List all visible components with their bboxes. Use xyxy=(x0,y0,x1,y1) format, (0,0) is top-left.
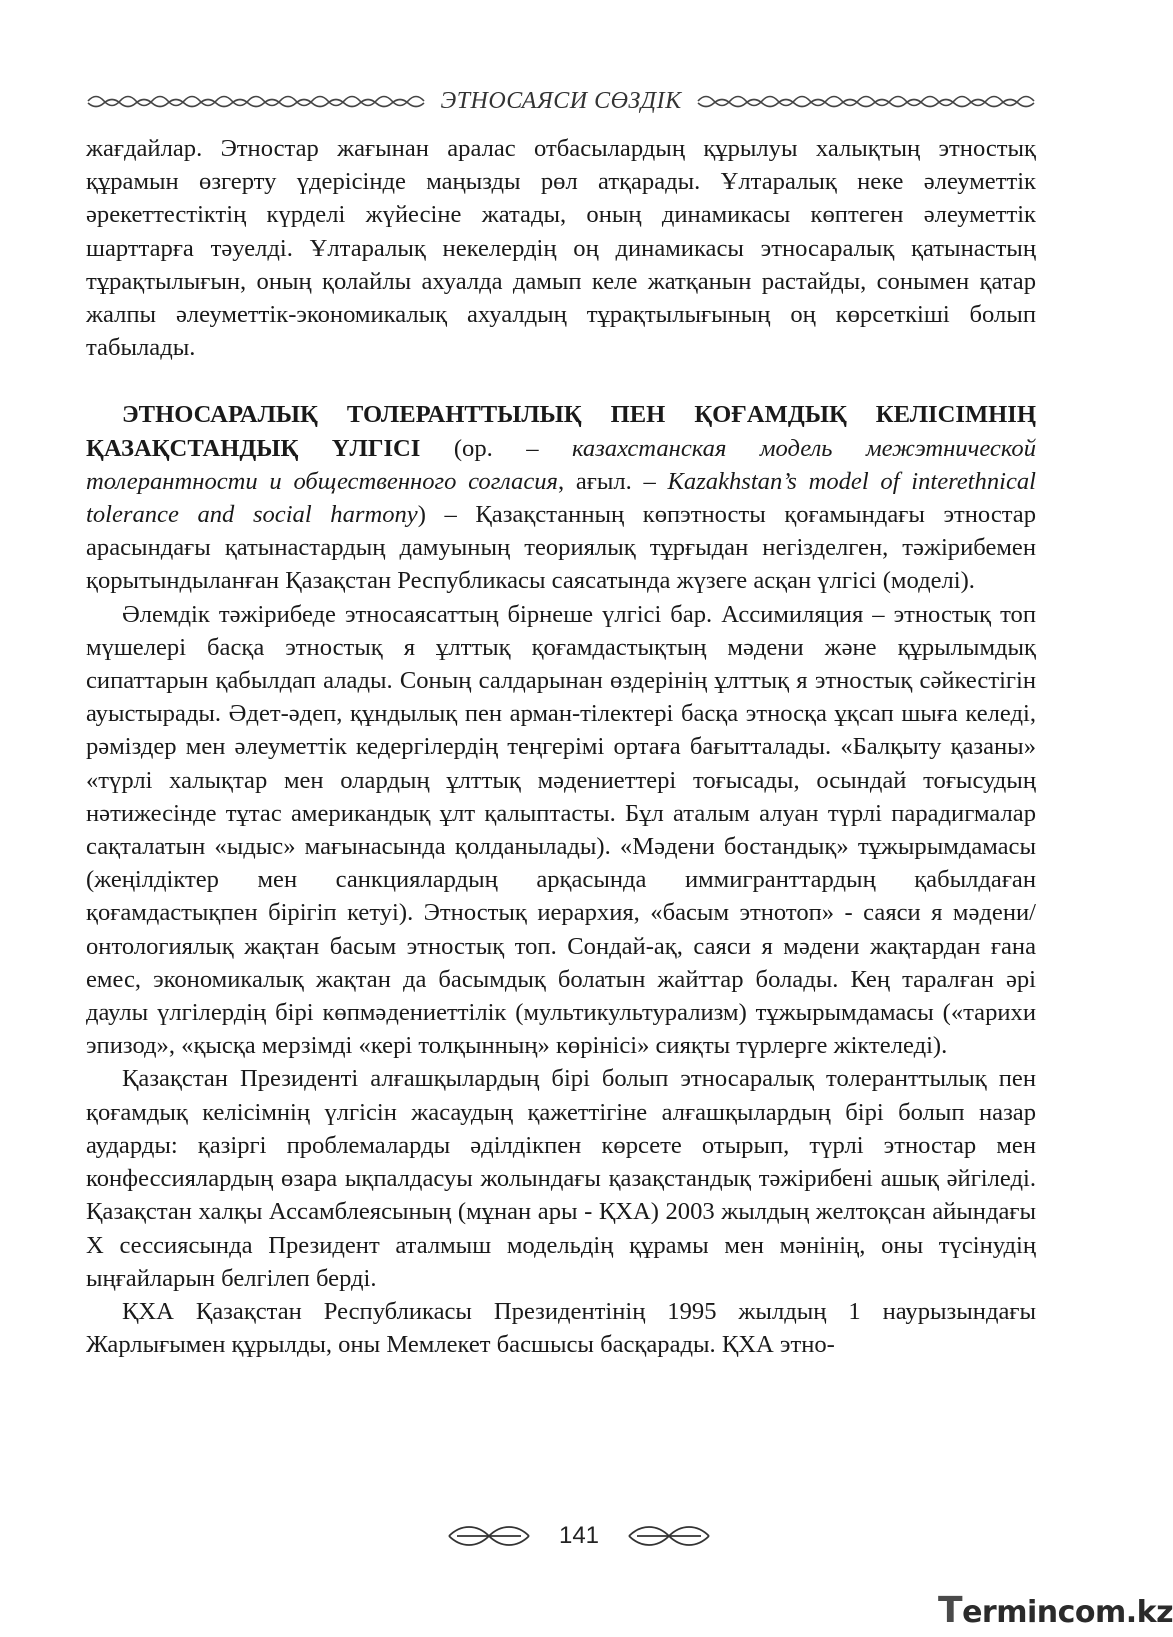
watermark-first-letter: T xyxy=(938,1590,963,1631)
dictionary-entry xyxy=(86,398,1036,597)
watermark-text: erminc xyxy=(962,1595,1075,1630)
header-title: ЭТНОСАЯСИ СӨЗДІК xyxy=(440,87,682,114)
entry-russian-translation: казахстанская модель межэтнической толерантности и общественного согласия xyxy=(86,434,1036,495)
paragraph-assembly: ҚХА Қазақстан Республикасы Президентінің 1995 жылдың 1 наурызындағы Жарлығымен құрылды, оны Мемлекет басшысы басқарады. ҚХА этно- xyxy=(86,1297,1036,1359)
entry-english-translation: Kazakhstan’s model of interethnical tolerance and social harmony xyxy=(86,467,1036,529)
flourish-right-icon xyxy=(627,1522,711,1550)
page-number: 141 xyxy=(558,1522,600,1549)
flourish-left-icon xyxy=(447,1522,531,1550)
paragraph-continued: жағдайлар. Этностар жағынан аралас отбасылардың құрылуы халықтың этностық құрамын өзгерту үдерісінде маңызды рөл атқарады. Ұлтаралық неке әлеуметтік әрекеттестіктің күрделі жүйесіне жатады, оның динамикасы көптеген әлеуметтік шарттарға тәуелді. Ұлтаралық некелердің оң динамикасы этносаралық қатынастың тұрақтылығын, оның қолайлы ахуалда дамып келе жатқанын растайды, сонымен қатар жалпы әлеуметтік-экономикалық ахуалдың тұрақтылығының оң көрсеткіші болып табылады. xyxy=(86,135,1036,362)
entry-definition: ) – Қазақстанның көпэтносты қоғамындағы этностар арасындағы қатынастардың дамуының теориялық тұрғыдан негізделген, тәжірибемен қорытындыланған Қазақстан Республикасы саясатында жүзеге асқан үлгісі (моделі). xyxy=(86,501,1036,595)
paragraph-president: Қазақстан Президенті алғашқылардың бірі болып этносаралық толеранттылық пен қоғамдық келісімнің үлгісін жасаудың қажеттігіне алғашқылардың бірі болып назар аударды: қазіргі проблемаларды әділдікпен көрсете отырып, түрлі этностар мен конфессиялардың өзара ықпалдасуы жолындағы қазақстандық тәжірибені ашық әйгіледі. Қазақстан халқы Ассамблеясының (мұнан ары - ҚХА) 2003 жылдың желтоқсан айындағы Х сессиясында Президент аталмыш модельдің құрамы мен мәнінің, оны түсінудің ыңғайларын белгілеп берді. xyxy=(86,1065,1036,1292)
watermark-o: o xyxy=(1074,1595,1096,1630)
ornament-left-icon xyxy=(86,90,432,112)
page-body xyxy=(86,132,1036,1361)
entry-lang-ru-label: (ор. – xyxy=(420,434,572,462)
watermark-tail: m.kz xyxy=(1095,1595,1173,1630)
entry-lang-en-label: , ағыл. – xyxy=(557,467,668,495)
running-header xyxy=(86,84,1036,118)
watermark-logo xyxy=(938,1590,1173,1631)
page-footer xyxy=(0,1516,1158,1556)
paragraph-models: Әлемдік тәжірибеде этносаясаттың бірнеше үлгісі бар. Ассимиляция – этностық топ мүшелері басқа этностық я ұлттық қоғамдастықтың мәдени және құрылымдық сипаттарын қабылдап алады. Соның салдарынан өздерінің ұлттық я этностық сәйкестігін ауыстырады. Әдет-әдеп, құндылық пен арман-тілектері басқа этносқа ұқсап шыға келеді, рәміздер мен әлеуметтік кедергілердің теңгерімі ортаға бағытталады. «Балқыту қазаны» «түрлі халықтар мен олардың ұлттық мәдениеттері тоғысады, осындай тоғысудың нәтижесінде тұтас американдық ұлт қалыптасты. Бұл аталым алуан түрлі парадигмалар сақталатын «ыдыс» мағынасында қолданылады). «Мәдени бостандық» тұжырымдамасы (жеңілдіктер мен санкциялардың арқасында иммигранттардың қабылдаған қоғамдастықпен бірігіп кетуі). Этностық иерархия, «басым этнотоп» - саяси я мәдени/онтологиялық жақтан басым этностық топ. Сондай-ақ, саяси я мәдени жақтардан ғана емес, экономикалық жақтан да басымдық болатын жайттар болады. Кең таралған әрі даулы үлгілердің бірі көпмәдениеттілік (мультикультурализм) тұжырымдамасы («тарихи эпизод», «қысқа мерзімді «кері толқынның» көрінісі» сияқты түрлерге жіктеледі). xyxy=(86,600,1036,1060)
ornament-right-icon xyxy=(690,90,1036,112)
entry-term: ЭТНОСАРАЛЫҚ ТОЛЕРАНТТЫЛЫҚ ПЕН ҚОҒАМДЫҚ КЕЛІСІМНІҢ ҚАЗАҚСТАНДЫҚ ҮЛГІСІ xyxy=(86,401,1036,462)
